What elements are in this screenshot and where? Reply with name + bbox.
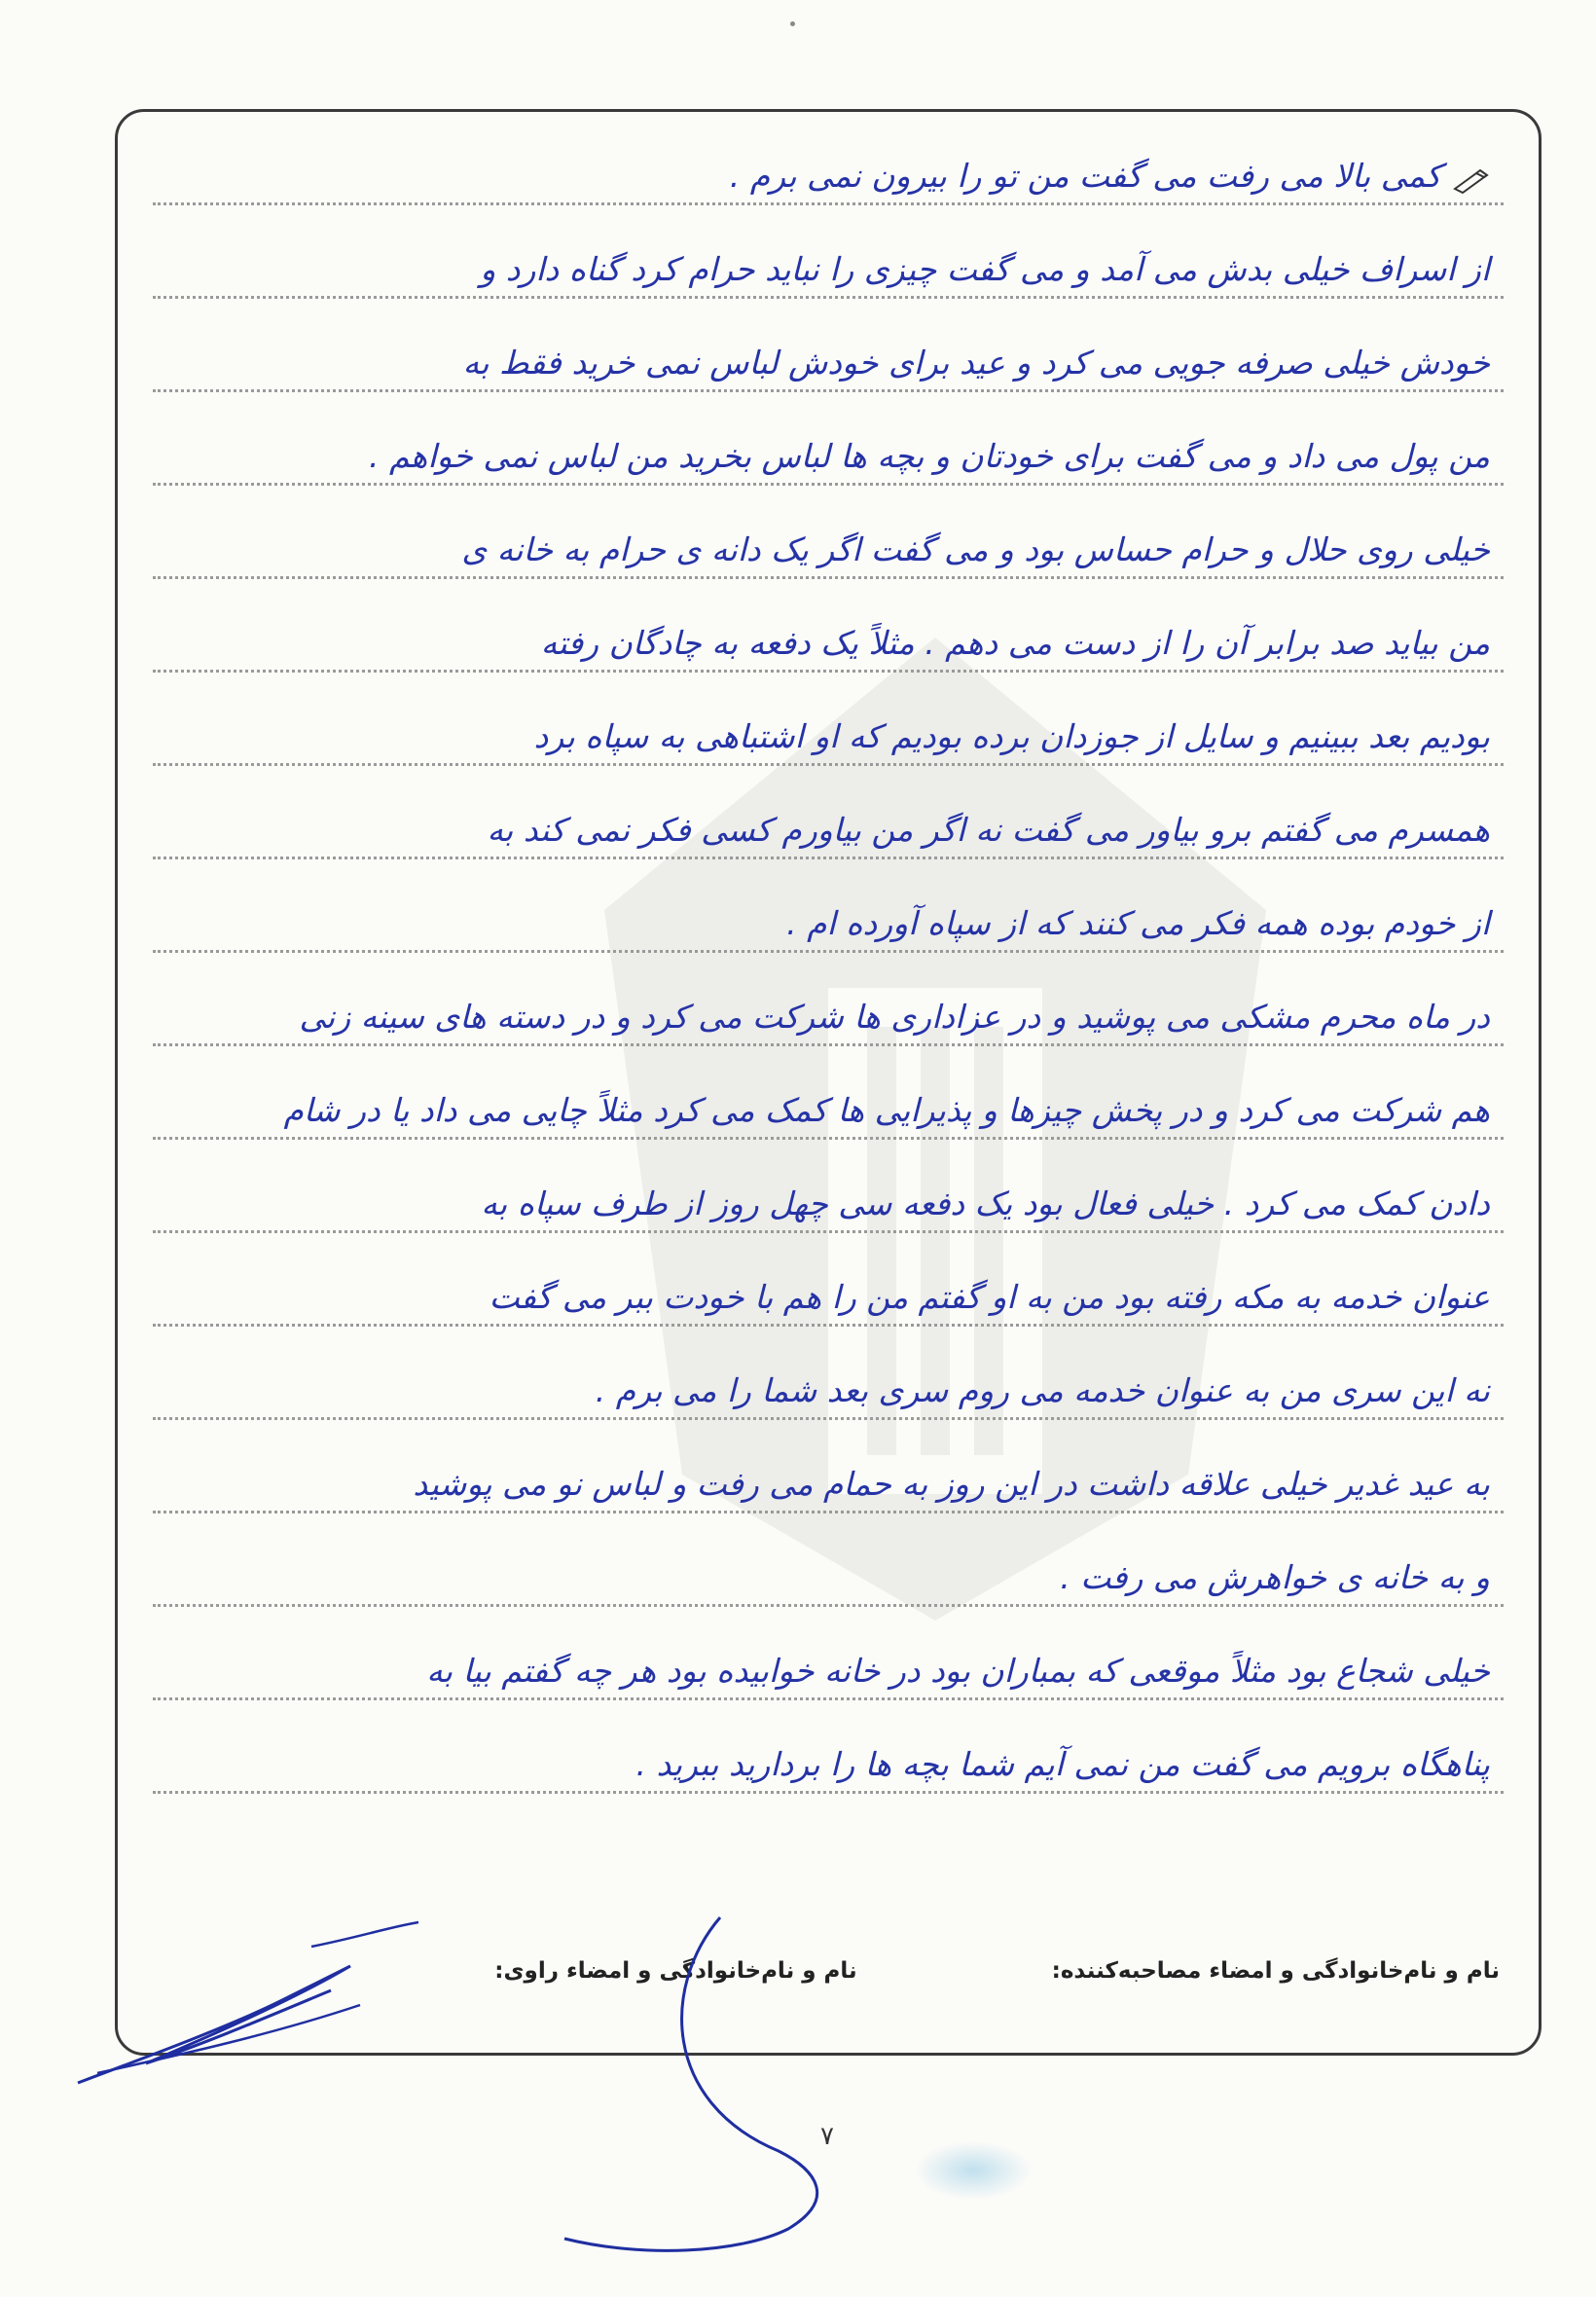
line-text: به عید غدیر خیلی علاقه داشت در این روز به حمام می رفت و لباس نو می پوشید: [413, 1465, 1490, 1503]
handwritten-line: [153, 1327, 1504, 1420]
handwritten-line: [153, 953, 1504, 1046]
handwritten-line: [153, 1700, 1504, 1794]
line-text: در ماه محرم مشکی می پوشید و در عزاداری ها شرکت می کرد و در دسته های سینه زنی: [299, 998, 1490, 1036]
handwritten-line: [153, 1233, 1504, 1327]
form-frame: [115, 109, 1542, 2056]
handwritten-line: [153, 673, 1504, 766]
handwritten-line: [153, 1513, 1504, 1607]
handwritten-line: [153, 1140, 1504, 1233]
handwritten-line: [153, 1046, 1504, 1140]
handwritten-line: [153, 486, 1504, 579]
line-text: پناهگاه برویم می گفت من نمی آیم شما بچه ها را بردارید ببرید .: [635, 1745, 1490, 1783]
handwritten-line: [153, 392, 1504, 486]
handwritten-signature: [39, 1908, 915, 2278]
handwritten-line: [153, 112, 1504, 205]
handwritten-line: [153, 766, 1504, 859]
line-text: بودیم بعد ببینیم و سایل از جوزدان برده بودیم که او اشتباهی به سپاه برد: [533, 717, 1490, 755]
page-number: ۷: [820, 2122, 834, 2151]
line-text: خیلی شجاع بود مثلاً موقعی که بمباران بود در خانه خوابیده بود هر چه گفتم بیا به: [426, 1652, 1490, 1690]
line-text: همسرم می گفتم برو بیاور می گفت نه اگر من بیاورم کسی فکر نمی کند به: [487, 811, 1490, 849]
line-text: کمی بالا می رفت می گفت من تو را بیرون نمی برم .: [729, 157, 1441, 195]
line-text: و به خانه ی خواهرش می رفت .: [1060, 1558, 1490, 1596]
line-text: من بیاید صد برابر آن را از دست می دهم . مثلاً یک دفعه به چادگان رفته: [540, 624, 1490, 662]
handwritten-line: [153, 859, 1504, 953]
pen-icon: [1451, 167, 1490, 195]
handwritten-line: [153, 579, 1504, 673]
line-text: دادن کمک می کرد . خیلی فعال بود یک دفعه سی چهل روز از طرف سپاه به: [481, 1185, 1490, 1222]
line-text: هم شرکت می کرد و در پخش چیزها و پذیرایی ها کمک می کرد مثلاً چایی می داد یا در شام: [283, 1091, 1490, 1129]
handwritten-line: [153, 1420, 1504, 1513]
line-text: خیلی روی حلال و حرام حساس بود و می گفت اگر یک دانه ی حرام به خانه ی: [461, 530, 1490, 568]
ink-stain: [915, 2141, 1032, 2200]
handwritten-line: [153, 1607, 1504, 1700]
handwritten-line: [153, 299, 1504, 392]
line-text: من پول می داد و می گفت برای خودتان و بچه ها لباس بخرید من لباس نمی خواهم .: [368, 437, 1490, 475]
line-text: خودش خیلی صرفه جویی می کرد و عید برای خودش لباس نمی خرید فقط به: [462, 344, 1490, 382]
line-text: از اسراف خیلی بدش می آمد و می گفت چیزی را نباید حرام کرد گناه دارد و: [480, 250, 1490, 288]
scan-speck: [790, 21, 795, 26]
narrator-signature-label: نام و نام‌خانوادگی و امضاء راوی:: [494, 1958, 857, 1984]
handwritten-line: [153, 205, 1504, 299]
line-text: عنوان خدمه به مکه رفته بود من به او گفتم من را هم با خودت ببر می گفت: [489, 1278, 1490, 1316]
line-text: از خودم بوده همه فکر می کنند که از سپاه آورده ام .: [786, 904, 1490, 942]
interviewer-signature-label: نام و نام‌خانوادگی و امضاء مصاحبه‌کننده:: [1051, 1958, 1500, 1984]
line-text: نه این سری من به عنوان خدمه می روم سری بعد شما را می برم .: [595, 1371, 1490, 1409]
